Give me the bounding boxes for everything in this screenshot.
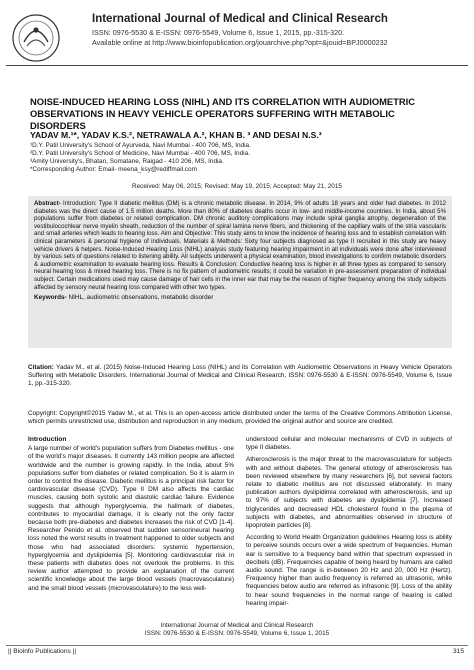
abstract-label: Abstract- [34,200,61,207]
body-column-right [246,436,452,612]
journal-logo-icon [10,12,62,64]
abstract-text: Introduction: Type II diabetic mellitus (DM) is a chronic metabolic disease. In 2014, 9% of adults 18 years and older had diabetes. In 2012 diabetes was the direct cause of 1.5 million deaths. More than 80% of diabetes deaths occur in low- and middle-income countries. In India, about 5% populations suffer from diabetes or related complication. DM chronic auditory complications may include spiral ganglia atrophy, degeneration of the vestibulocochlear nerve myelin sheath, reduction of the number of spiral lamina nerve fibers, and thickening of the capillary walls of the stria vascularis and small arteries which leads to hearing loss. Aim and Objective: This study aims to know the incidence of hearing loss and to establish correlation with clinical parameters & personal hygiene of individuals. Materials & Methods: Sixty four subjects diagnosed as type II recruited in this study are heavy vehicle drivers & helpers. Noise-Induced Hearing Loss (NIHL) analysis study featuring hearing impairment in all individuals were done after interviewed by various sets of questions related to listening ability. All subjects underwent a physical examination, blood investigations to confirm metabolic disorders & audiometric examination to evaluate hearing loss. Results & Conclusion: Conductive hearing loss is higher in all three types as compared to sensory neural hearing loss & mixed hearing loss. There is no fix pattern of audiometric results; it could be variation in pre-assessment preparation of individual subject. Certain medications used may cause damage of hair cells in the inner ear that may be the reason of higher frequency among the study subjects affected by sensory neural hearing loss compared with other two types. [34,200,446,291]
page-number: 315 [452,648,464,655]
introduction-heading: Introduction [28,436,67,443]
journal-title: International Journal of Medical and Clinical Research [92,13,388,25]
journal-header [6,6,468,66]
article-authors: YADAV M.¹*, YADAV K.S.², NETRAWALA A.², KHAN B. ³ AND DESAI N.S.³ [30,130,322,140]
body-paragraph: A large number of world's population suffers from Diabetes mellitus - one of the world's major diseases. It currently 143 million people are affected worldwide and the number is growing rapidly. In the India, about 5% populations suffer from diabetes or related complication. So it is alarm in order to control the disease. Diabetic mellitus is a principal risk factor for cardiovascular disease (CVD). Type II DM also affects the cardiac muscles, causing both systolic and diastolic cardiac failure. Evidence suggests that although hyperglycemia, the hallmark of diabetes, contributes to myocardial damage, it is clearly not the only factor because both pre-diabetes and diabetes increases the risk of CVD [1-4]. Researcher Penido et al. observed that sudden sensorineural hearing loss noted the worst results in treatment happened to older subjects and those who had associated disorders: systemic hypertension, hyperglycemia and dyslipidemia [5]. Monitoring cardiovascular risk in these patients with diabetes does not overlook the problems. In this review author attempted to provide an explanation of the current scientific knowledge about the large blood vessels (macrovasculature) and the small blood vessels (microvasculature) to the less well- [28,445,234,592]
footer-journal: International Journal of Medical and Clinical Research [160,622,314,629]
publisher-name: || Bioinfo Publications || [8,648,77,655]
corresponding-author[interactable]: *Corresponding Author: Email- meena_ksy@rediffmail.com [30,166,197,173]
keywords-text: NIHL, audiometric observations, metabolic disorder [66,294,214,302]
received-dates: Received: May 06, 2015; Revised: May 19, 2015; Accepted: May 21, 2015 [132,183,342,190]
journal-url[interactable]: Available online at http://www.bioinfopublication.org/jouarchive.php?opt=&jouid=BPJ0000232 [92,38,388,47]
keywords-label: Keywords- [34,294,67,302]
abstract-box [28,196,452,348]
affiliation-line: ¹D.Y. Patil University's School of Ayurveda, Navi Mumbai - 400 706, MS, India. [30,142,251,149]
article-title: NOISE-INDUCED HEARING LOSS (NIHL) AND ITS CORRELATION WITH AUDIOMETRIC OBSERVATIONS IN HEAVY VEHICLE OPERATORS SUFFERING WITH METABOLIC DISORDERS [30,96,416,131]
body-paragraph: According to World Health Organization guidelines Hearing loss is ability to perceive sounds occurs over a wide spectrum of frequencies. Human ear is sensitive to a frequency band within that spectrum expressed in decibels (dB). Frequencies capable of being heard by humans are called audio sound. The range is in-between 20 Hz and 20, 000 Hz (Hertz). Frequency higher than audio frequency is referred as ultrasonic, while frequencies below audio are referred as infrasonic [9]. Loss of the ability to hear sound frequencies in the normal range of hearing is called hearing impair- [246,534,452,607]
body-paragraph: understood cellular and molecular mechanisms of CVD in subjects of type II diabetes. [246,436,452,452]
copyright-notice: Copyright: Copyright©2015 Yadav M., et al. This is an open-access article distributed under the terms of the Creative Commons Attribution License, which permits unrestricted use, distribution and reproduction in any medium, provided the original author and source are credited. [28,410,452,426]
abstract [34,200,446,291]
affiliations [30,142,251,174]
page-footer [0,622,474,638]
citation-label: Citation: [28,364,54,371]
body-column-left [28,436,234,597]
citation [28,364,452,389]
footer-issn: ISSN: 0976-5530 & E-ISSN: 0976-5549, Volume 6, Issue 1, 2015 [144,630,330,638]
citation-text: Yadav M., et al. (2015) Noise-Induced Hearing Loss (NIHL) and its Correlation with Audiometric Observations in Heavy Vehicle Operators Suffering with Metabolic Disorders. International Journal of Medical and Clinical Research, ISSN: 0976-5530 & E-ISSN: 0976-5549, Volume 6, Issue 1, pp.-315-320. [28,364,452,388]
journal-issn: ISSN: 0976-5530 & E-ISSN: 0976-5549, Volume 6, Issue 1, 2015, pp.-315-320. [92,28,345,37]
body-paragraph: Atherosclerosis is the major threat to the macrovasculature for subjects with and without diabetes. The general etiology of atherosclerosis has been reviewed elsewhere by many researchers [6], but several factors relate to diabetic mellitus are not discussed elaborately. In many publication authors dyslipidimia correlated with atherosclerosis, and up to 97% of subjects with diabetes are dyslipidemia [7]. Increased triglycerides and decreased HDL cholesterol found in the plasma of subjects with diabetes, and abnormalities observed in structure of lipoprotein particles [8]. [246,456,452,530]
footer-divider [6,645,468,646]
affiliation-line: ²D.Y. Patil University's School of Medicine, Navi Mumbai - 400 706, MS, India. [30,150,250,157]
affiliation-line: ³Amity University's, Bhatan, Somatane, Raigad - 410 206, MS, India. [30,158,224,165]
keywords [34,294,446,301]
